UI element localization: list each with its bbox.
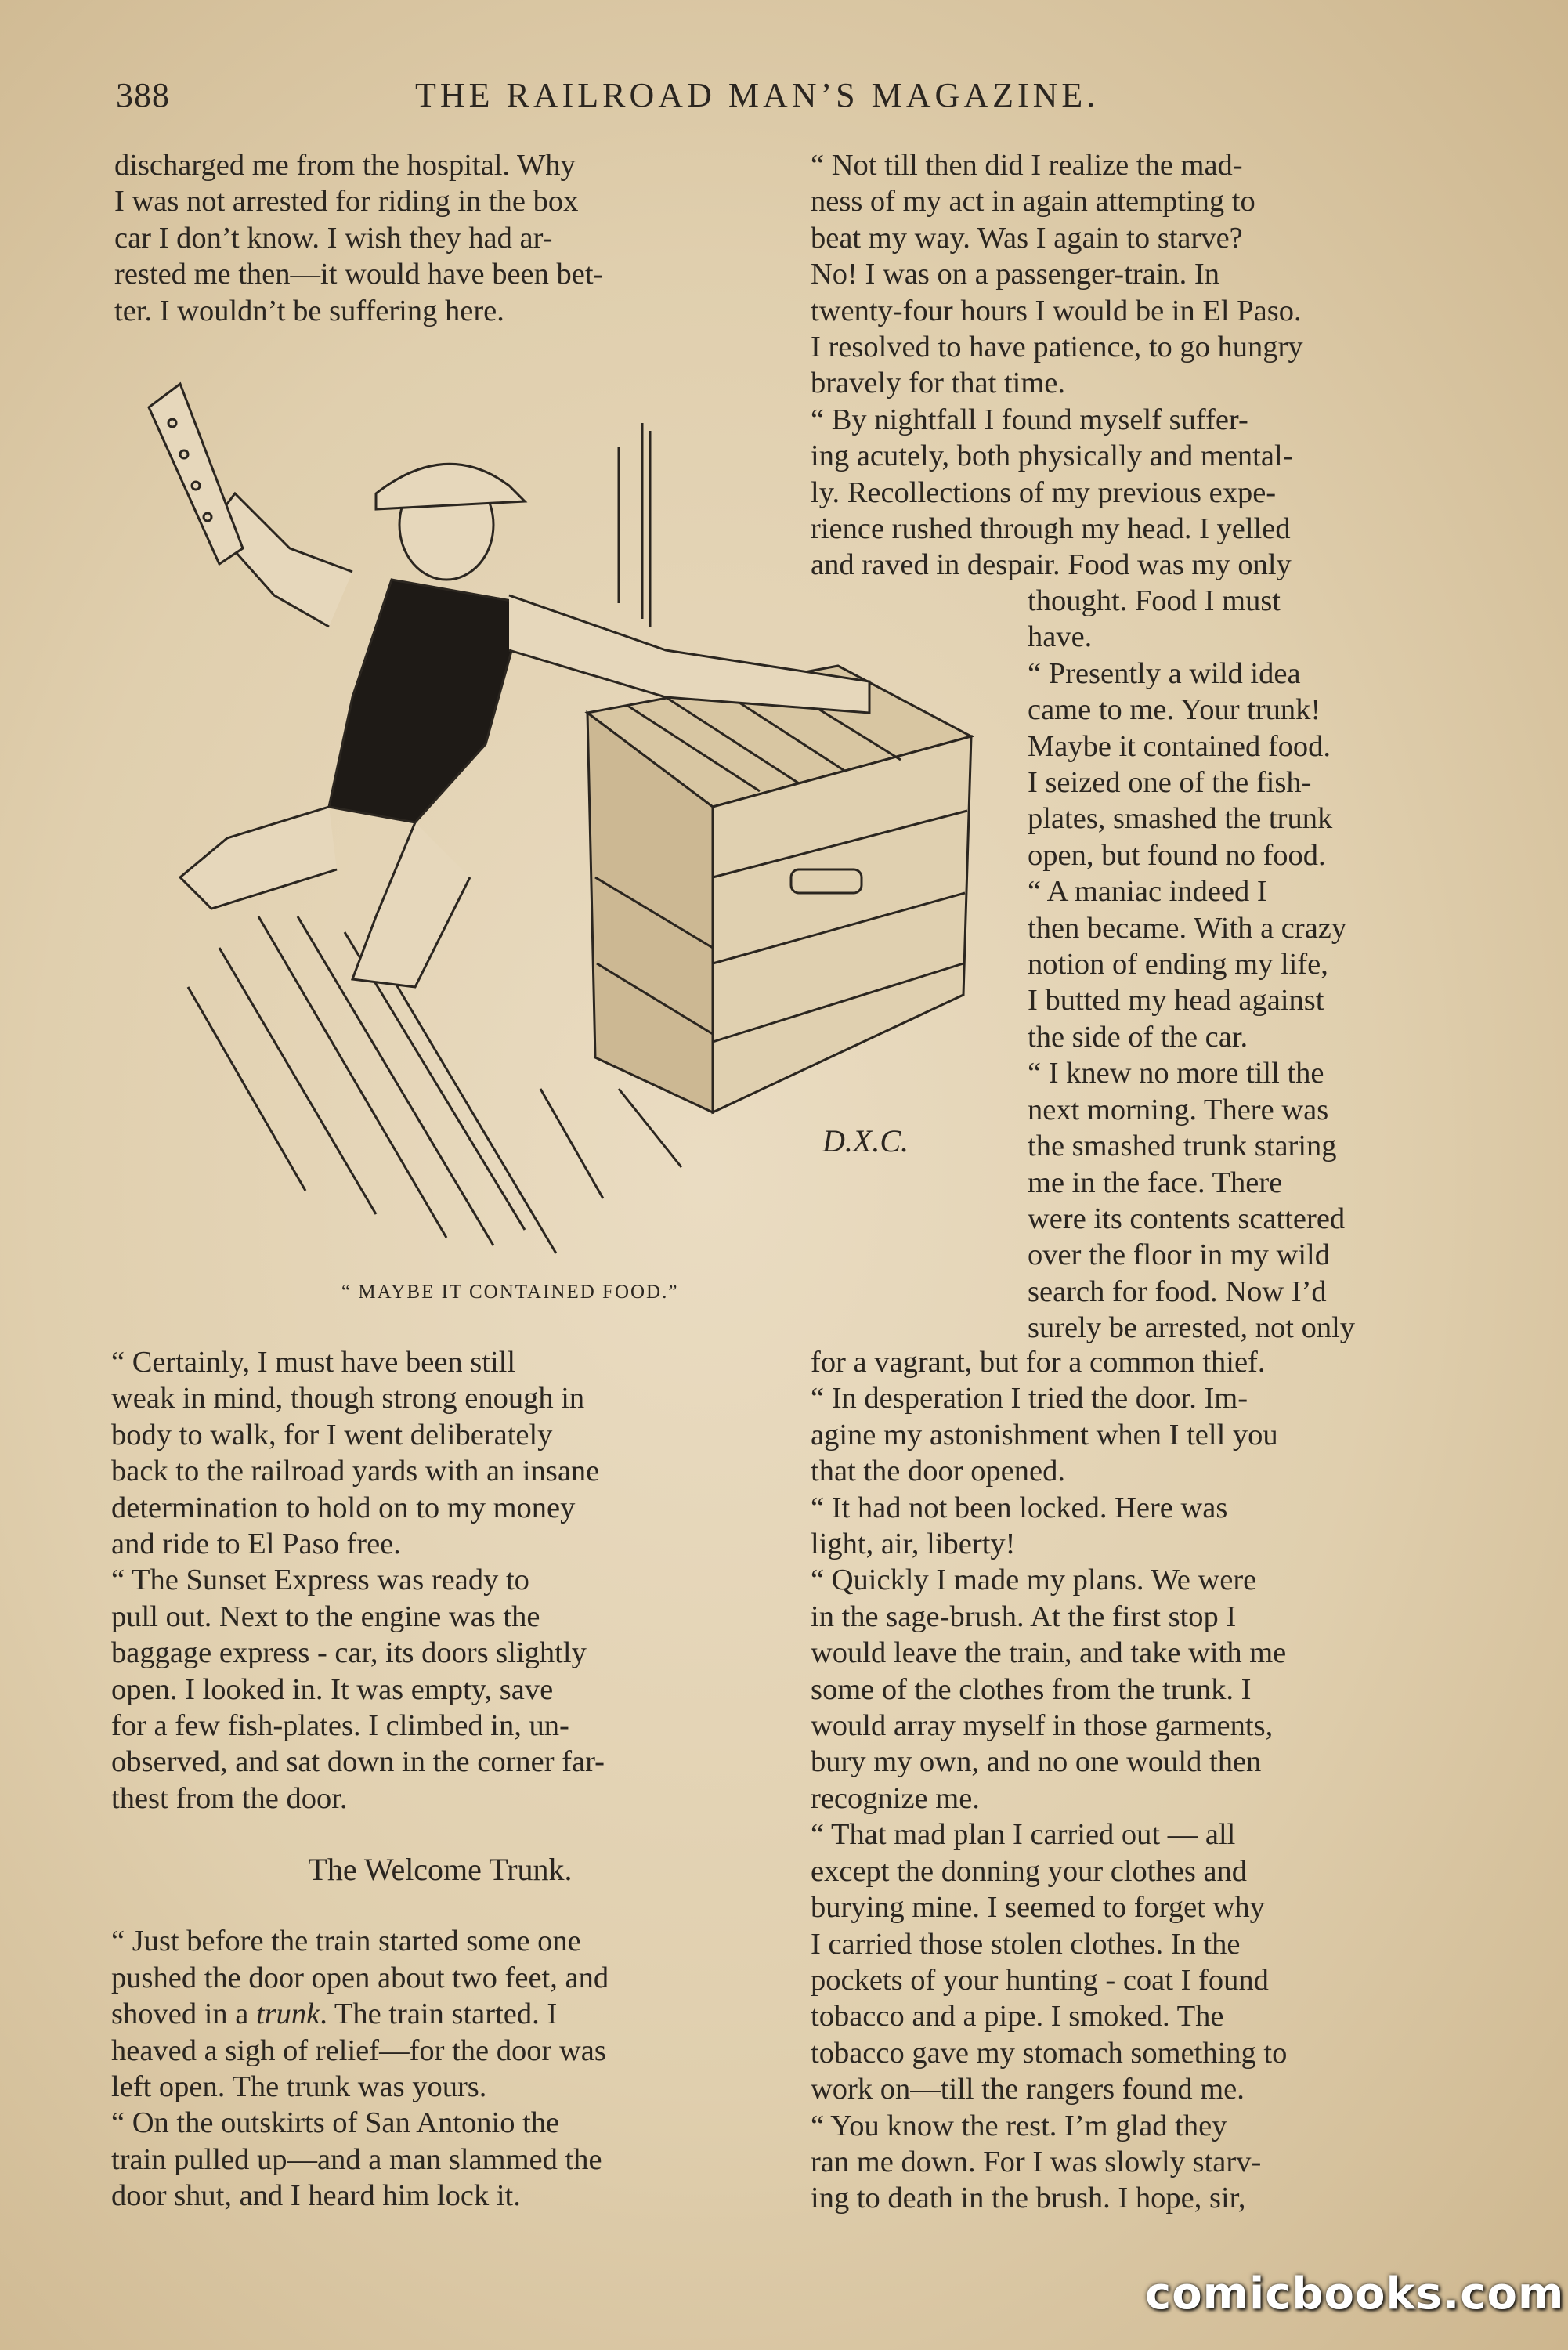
text-line: I resolved to have patience, to go hungry <box>811 331 1303 364</box>
text-fragment: . The train started. I <box>320 1998 558 2031</box>
text-line: “ You know the rest. I’m glad they <box>811 2109 1227 2142</box>
text-fragment: shoved in a <box>111 1998 256 2031</box>
right-column-narrow <box>1028 583 1469 1347</box>
text-line: “ On the outskirts of San Antonio the <box>111 2106 560 2140</box>
text-line: “ Just before the train started some one <box>111 1925 581 1958</box>
text-line: plates, smashed the trunk <box>1028 802 1333 836</box>
text-line: ness of my act in again attempting to <box>811 185 1255 219</box>
text-line: “ The Sunset Express was ready to <box>111 1564 529 1597</box>
text-line: “ Presently a wild idea <box>1028 656 1301 690</box>
text-line: thest from the door. <box>111 1781 348 1815</box>
text-line: ran me down. For I was slowly starv- <box>811 2145 1262 2178</box>
site-watermark: comicbooks.com <box>1145 2269 1565 2319</box>
text-line: came to me. Your trunk! <box>1028 693 1321 727</box>
text-line: and ride to El Paso free. <box>111 1528 401 1561</box>
text-line: “ I knew no more till the <box>1028 1057 1324 1090</box>
text-line: rested me then—it would have been bet- <box>114 258 604 291</box>
text-line: burying mine. I seemed to forget why <box>811 1891 1265 1925</box>
text-line: ter. I wouldn’t be suffering here. <box>114 294 504 327</box>
text-line: work on—till the rangers found me. <box>811 2073 1245 2106</box>
text-line: beat my way. Was I again to starve? <box>811 221 1243 255</box>
text-line: except the donning your clothes and <box>811 1854 1248 1888</box>
text-line: I carried those stolen clothes. In the <box>811 1927 1241 1961</box>
text-line <box>111 1996 769 2032</box>
text-line: rience rushed through my head. I yelled <box>811 512 1291 546</box>
text-line: “ In desperation I tried the door. Im- <box>811 1382 1248 1415</box>
text-line: Maybe it contained food. <box>1028 729 1331 763</box>
paragraph <box>811 2108 1469 2217</box>
text-line: agine my astonishment when I tell you <box>811 1418 1278 1452</box>
text-line: back to the railroad yards with an insane <box>111 1455 600 1488</box>
text-line: tobacco gave my stomach something to <box>811 2036 1288 2070</box>
text-line: I butted my head against <box>1028 984 1324 1018</box>
text-line: baggage express - car, its doors slightly <box>111 1636 587 1670</box>
text-line: over the floor in my wild <box>1028 1238 1330 1272</box>
paragraph <box>811 1490 1469 1563</box>
text-line: body to walk, for I went deliberately <box>111 1418 553 1452</box>
text-line: next morning. There was <box>1028 1093 1329 1126</box>
page-number: 388 <box>116 76 170 114</box>
text-line: search for food. Now I’d <box>1028 1274 1327 1308</box>
illustration-caption: “ MAYBE IT CONTAINED FOOD.” <box>341 1282 679 1303</box>
text-line: “ That mad plan I carried out — all <box>811 1818 1236 1852</box>
text-line: and raved in despair. Food was my only <box>811 548 1292 582</box>
paragraph <box>111 1923 769 2105</box>
text-line: the smashed trunk staring <box>1028 1130 1337 1163</box>
text-line: pockets of your hunting - coat I found <box>811 1963 1269 1997</box>
text-line: door shut, and I heard him lock it. <box>111 2179 521 2213</box>
text-line: open. I looked in. It was empty, save <box>111 1672 554 1706</box>
paragraph <box>811 1562 1469 1817</box>
text-line: have. <box>1028 620 1093 654</box>
text-line: “ A maniac indeed I <box>1028 875 1267 909</box>
text-line: “ Certainly, I must have been still <box>111 1346 516 1379</box>
text-line: that the door opened. <box>811 1455 1066 1488</box>
paragraph <box>811 147 1469 402</box>
text-line: in the sage-brush. At the first stop I <box>811 1600 1237 1633</box>
text-line: notion of ending my life, <box>1028 948 1328 982</box>
text-line: pull out. Next to the engine was the <box>111 1600 540 1633</box>
text-line: bury my own, and no one would then <box>811 1745 1262 1779</box>
text-line: were its contents scattered <box>1028 1202 1346 1235</box>
text-line: “ By nightfall I found myself suffer- <box>811 403 1248 436</box>
paragraph <box>811 1344 1469 1380</box>
text-line: ing to death in the brush. I hope, sir, <box>811 2182 1246 2215</box>
right-column-bottom <box>811 1344 1469 2217</box>
text-line: would array myself in those garments, <box>811 1709 1274 1743</box>
text-line: train pulled up—and a man slammed the <box>111 2142 602 2176</box>
text-line: “ Not till then did I realize the mad- <box>811 149 1243 182</box>
text-line: weak in mind, though strong enough in <box>111 1382 585 1415</box>
paragraph <box>811 402 1469 584</box>
text-line: ing acutely, both physically and mental- <box>811 439 1293 473</box>
text-line: some of the clothes from the trunk. I <box>811 1672 1252 1706</box>
paragraph <box>811 1380 1469 1489</box>
text-line: for a few fish-plates. I climbed in, un- <box>111 1709 569 1743</box>
paragraph <box>1028 583 1469 1347</box>
paragraph <box>114 147 772 329</box>
text-line: observed, and sat down in the corner far- <box>111 1745 605 1779</box>
text-line: for a vagrant, but for a common thief. <box>811 1346 1266 1379</box>
text-line: “ Quickly I made my plans. We were <box>811 1564 1257 1597</box>
text-line: bravely for that time. <box>811 367 1065 400</box>
text-line: determination to hold on to my money <box>111 1491 576 1524</box>
text-line: No! I was on a passenger-train. In <box>811 258 1220 291</box>
text-line: then became. With a crazy <box>1028 911 1347 945</box>
running-head: THE RAILROAD MAN’S MAGAZINE. <box>415 76 1100 114</box>
text-line: tobacco and a pipe. I smoked. The <box>811 2000 1224 2034</box>
text-line: thought. Food I must <box>1028 584 1281 617</box>
right-column-top <box>811 147 1469 584</box>
section-heading: The Welcome Trunk. <box>308 1852 573 1888</box>
text-line: surely be arrested, not only <box>1028 1311 1356 1345</box>
text-line: ly. Recollections of my previous expe- <box>811 475 1277 509</box>
text-line: “ It had not been locked. Here was <box>811 1491 1228 1524</box>
text-line: car I don’t know. I wish they had ar- <box>114 221 553 255</box>
artist-signature: D.X.C. <box>822 1123 909 1159</box>
text-line: heaved a sigh of relief—for the door was <box>111 2034 606 2067</box>
text-line: open, but found no food. <box>1028 838 1326 872</box>
paragraph <box>111 1344 769 1562</box>
left-column-bottom <box>111 1344 769 2214</box>
text-line: would leave the train, and take with me <box>811 1636 1287 1670</box>
text-line: twenty-four hours I would be in El Paso. <box>811 294 1302 327</box>
text-line: the side of the car. <box>1028 1020 1248 1054</box>
text-line: me in the face. There <box>1028 1166 1283 1199</box>
paragraph <box>111 2105 769 2214</box>
text-line: pushed the door open about two feet, and <box>111 1961 609 1994</box>
left-column-top <box>114 147 772 329</box>
text-line: left open. The trunk was yours. <box>111 2070 487 2103</box>
text-line: light, air, liberty! <box>811 1528 1016 1561</box>
text-line: I seized one of the fish- <box>1028 766 1312 800</box>
text-line: discharged me from the hospital. Why <box>114 149 576 182</box>
italic-word: trunk <box>255 1998 320 2031</box>
paragraph <box>111 1562 769 1817</box>
text-line: I was not arrested for riding in the box <box>114 185 579 219</box>
text-line: recognize me. <box>811 1781 980 1815</box>
paragraph <box>811 1817 1469 2107</box>
